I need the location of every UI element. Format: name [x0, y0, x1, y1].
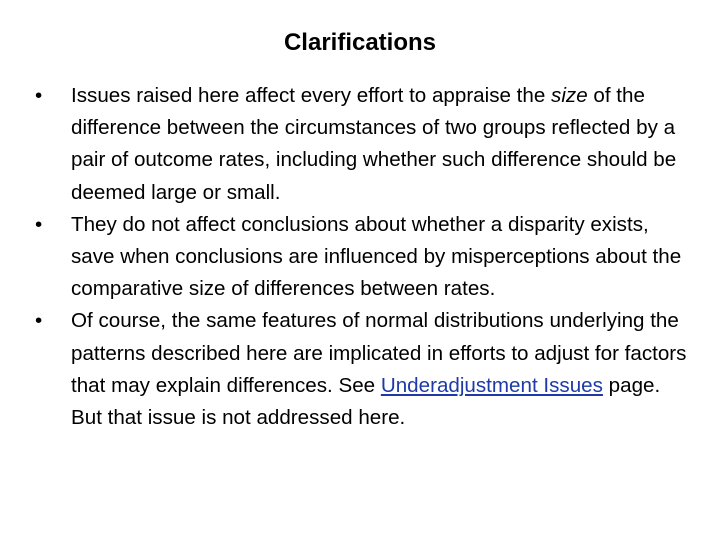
bullet-text: Issues raised here affect every effort to appraise the: [71, 84, 552, 107]
bullet-icon: •: [35, 309, 43, 333]
emphasis-text: size: [551, 84, 588, 107]
underadjustment-issues-link[interactable]: Underadjustment Issues: [380, 373, 603, 397]
bullet-text: They do not affect conclusions about whether a disparity exists, save when conclusions are influenced by misperceptions about the comparative size of differences between rates.: [71, 212, 682, 301]
bullet-list: [35, 80, 695, 434]
bullet-item: [35, 80, 695, 209]
bullet-text: page. But that issue is not addressed here.: [71, 373, 661, 430]
bullet-item: [35, 209, 695, 306]
slide-title: Clarifications: [283, 29, 437, 56]
bullet-icon: •: [35, 212, 43, 236]
bullet-text: Of course, the same features of normal distributions underlying the patterns described here are implicated in efforts to adjust for factors that may explain differences. See: [71, 309, 687, 397]
bullet-item: [35, 305, 695, 434]
bullet-text: of the difference between the circumstances of two groups reflected by a pair of outcome rates, including whether such difference should be deemed large or small.: [71, 84, 677, 204]
bullet-icon: •: [35, 84, 43, 107]
